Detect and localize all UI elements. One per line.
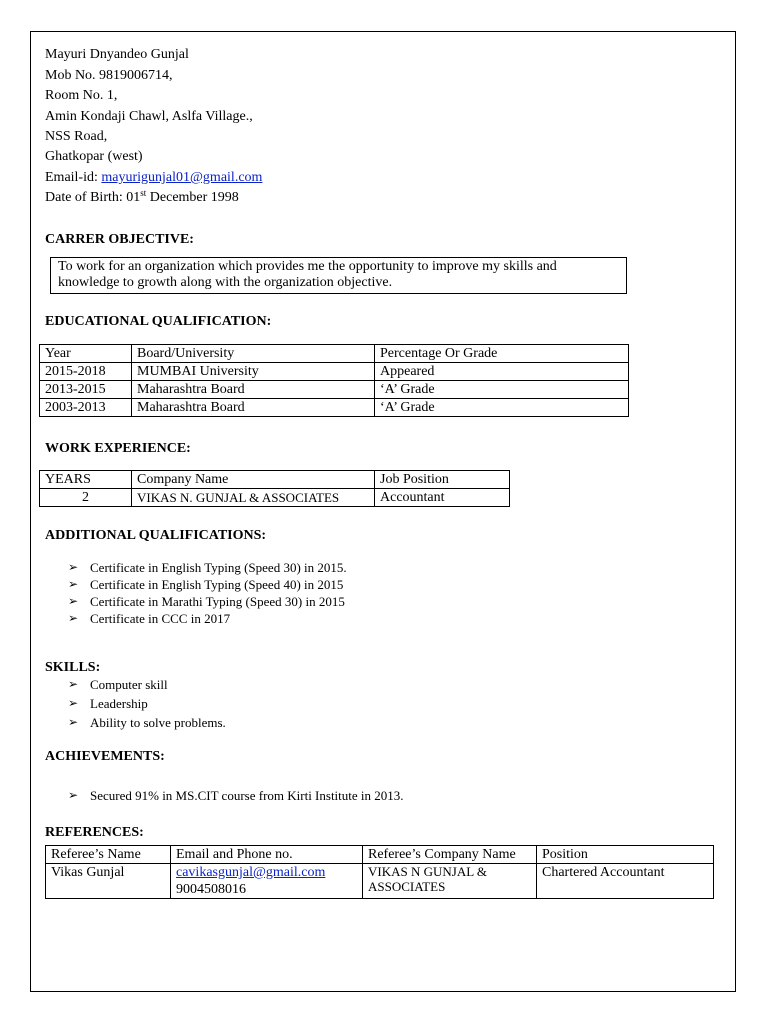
- room-number: Room No. 1,: [45, 88, 118, 103]
- table-cell: ‘A’ Grade: [375, 381, 629, 399]
- date-of-birth: [45, 188, 239, 208]
- arrow-bullet-icon: ➢: [68, 560, 79, 574]
- email-link[interactable]: mayurigunjal01@gmail.com: [101, 170, 263, 185]
- table-cell: 2013-2015: [40, 381, 132, 399]
- table-row: [46, 864, 714, 899]
- arrow-bullet-icon: ➢: [68, 715, 79, 729]
- address-line-3: Ghatkopar (west): [45, 149, 143, 164]
- arrow-bullet-icon: ➢: [68, 577, 79, 591]
- table-cell: 2015-2018: [40, 363, 132, 381]
- references-heading: REFERENCES:: [45, 825, 144, 840]
- work-table: [39, 470, 510, 507]
- table-row: [40, 363, 629, 381]
- additional-list: [68, 559, 347, 627]
- list-item: ➢ Leadership: [68, 696, 148, 711]
- arrow-bullet-icon: ➢: [68, 611, 79, 625]
- objective-box: [50, 257, 627, 294]
- achievements-list: [68, 787, 404, 804]
- header-cell: Email and Phone no.: [171, 846, 363, 864]
- arrow-bullet-icon: ➢: [68, 696, 79, 710]
- table-cell: Maharashtra Board: [132, 381, 375, 399]
- table-header-row: [46, 846, 714, 864]
- table-row: [40, 399, 629, 417]
- arrow-bullet-icon: ➢: [68, 594, 79, 608]
- list-item: ➢ Ability to solve problems.: [68, 715, 226, 730]
- mobile-number: Mob No. 9819006714,: [45, 68, 173, 83]
- table-cell: ‘A’ Grade: [375, 399, 629, 417]
- email-line: [45, 168, 262, 188]
- arrow-bullet-icon: ➢: [68, 677, 79, 691]
- table-cell: Maharashtra Board: [132, 399, 375, 417]
- table-cell: [171, 864, 363, 899]
- table-cell: Appeared: [375, 363, 629, 381]
- references-table: [45, 845, 714, 899]
- work-heading: WORK EXPERIENCE:: [45, 441, 191, 456]
- table-header-row: [40, 471, 510, 489]
- table-cell: Chartered Accountant: [537, 864, 714, 899]
- header-cell: YEARS: [40, 471, 132, 489]
- achievements-heading: ACHIEVEMENTS:: [45, 749, 165, 764]
- table-row: [40, 381, 629, 399]
- objective-heading: CARRER OBJECTIVE:: [45, 232, 194, 247]
- table-cell: [363, 864, 537, 899]
- referee-phone: 9004508016: [176, 882, 246, 897]
- header-cell: Referee’s Company Name: [363, 846, 537, 864]
- list-item: ➢ Certificate in Marathi Typing (Speed 30) in 2015: [68, 594, 345, 609]
- table-cell: VIKAS N. GUNJAL & ASSOCIATES: [132, 489, 375, 507]
- header-cell: Company Name: [132, 471, 375, 489]
- list-item: ➢ Certificate in English Typing (Speed 30) in 2015.: [68, 560, 347, 575]
- additional-heading: ADDITIONAL QUALIFICATIONS:: [45, 528, 267, 543]
- table-cell: MUMBAI University: [132, 363, 375, 381]
- referee-email-link[interactable]: cavikasgunjal@gmail.com: [176, 865, 326, 880]
- header-cell: Percentage Or Grade: [375, 345, 629, 363]
- referee-company: VIKAS N GUNJAL & ASSOCIATES: [368, 864, 488, 894]
- address-line-1: Amin Kondaji Chawl, Aslfa Village.,: [45, 109, 253, 124]
- dob-rest: December 1998: [146, 190, 239, 205]
- table-cell: Vikas Gunjal: [46, 864, 171, 899]
- dob-superscript: st: [140, 188, 147, 198]
- header-cell: Position: [537, 846, 714, 864]
- list-item: ➢ Computer skill: [68, 677, 168, 692]
- header-cell: Year: [40, 345, 132, 363]
- list-item: ➢ Secured 91% in MS.CIT course from Kirti Institute in 2013.: [68, 788, 404, 803]
- table-cell: 2003-2013: [40, 399, 132, 417]
- education-heading: EDUCATIONAL QUALIFICATION:: [45, 314, 272, 329]
- dob-label: Date of Birth: 01: [45, 190, 141, 205]
- address-line-2: NSS Road,: [45, 129, 108, 144]
- table-cell: 2: [40, 489, 132, 507]
- email-label: Email-id:: [45, 170, 102, 185]
- education-table: [39, 344, 629, 417]
- header-cell: Referee’s Name: [46, 846, 171, 864]
- header-cell: Job Position: [375, 471, 510, 489]
- table-cell: Accountant: [375, 489, 510, 507]
- header-cell: Board/University: [132, 345, 375, 363]
- candidate-name: Mayuri Dnyandeo Gunjal: [45, 47, 189, 62]
- skills-heading: SKILLS:: [45, 660, 101, 675]
- arrow-bullet-icon: ➢: [68, 788, 79, 802]
- table-row: [40, 489, 510, 507]
- table-header-row: [40, 345, 629, 363]
- list-item: ➢ Certificate in CCC in 2017: [68, 611, 231, 626]
- objective-text: To work for an organization which provides me the opportunity to improve my skills and knowledge to growth along with the organization objective.: [58, 259, 557, 290]
- list-item: ➢ Certificate in English Typing (Speed 40) in 2015: [68, 577, 344, 592]
- skills-list: [68, 675, 226, 732]
